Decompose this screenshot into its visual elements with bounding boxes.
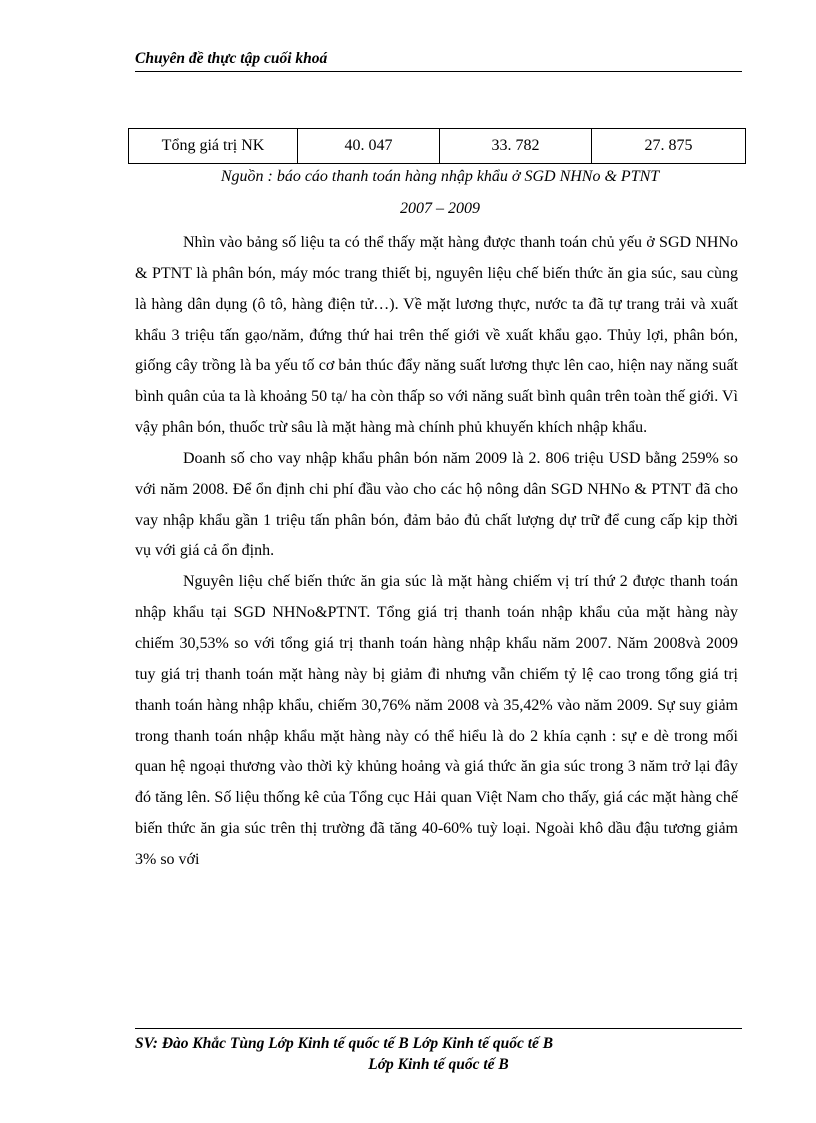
import-value-table [128, 128, 746, 164]
paragraph: Nhìn vào bảng số liệu ta có thể thấy mặt hàng được thanh toán chủ yếu ở SGD NHNo & PTNT là phân bón, máy móc trang thiết bị, nguyên liệu chế biến thức ăn gia súc, sau cùng là hàng dân dụng (ô tô, hàng điện tử…). Về mặt lương thực, nước ta đã tự trang trải và xuất khẩu 3 triệu tấn gạo/năm, đứng thứ hai trên thế giới về xuất khẩu gạo. Thủy lợi, phân bón, giống cây trồng là ba yếu tố cơ bản thúc đẩy năng suất lương thực lên cao, hiện nay năng suất bình quân của ta là khoảng 50 tạ/ ha còn thấp so với năng suất bình quân trên toàn thế giới. Vì vậy phân bón, thuốc trừ sâu là mặt hàng mà chính phủ khuyến khích nhập khẩu. [135, 234, 738, 437]
table-source-line: Nguồn : báo cáo thanh toán hàng nhập khẩu ở SGD NHNo & PTNT [220, 168, 660, 185]
footer-divider [135, 1028, 742, 1029]
table-cell-value: 27. 875 [592, 129, 746, 164]
document-body [135, 228, 738, 876]
footer-student-line: SV: Đào Khắc Tùng Lớp Kinh tế quốc tế B Lớp Kinh tế quốc tế B [135, 1035, 554, 1052]
table-cell-value: 33. 782 [440, 129, 592, 164]
paragraph: Doanh số cho vay nhập khẩu phân bón năm 2009 là 2. 806 triệu USD bằng 259% so với năm 2008. Để ổn định chi phí đầu vào cho các hộ nông dân SGD NHNo & PTNT đã cho vay nhập khẩu gần 1 triệu tấn phân bón, đảm bảo đủ chất lượng dự trữ để cung cấp kịp thời vụ với giá cả ổn định. [135, 449, 738, 560]
table-cell-value: 40. 047 [298, 129, 440, 164]
paragraph: Nguyên liệu chế biến thức ăn gia súc là mặt hàng chiếm vị trí thứ 2 được thanh toán nhập khẩu tại SGD NHNo&PTNT. Tổng giá trị thanh toán nhập khẩu của mặt hàng này chiếm 30,53% so với tổng giá trị thanh toán hàng nhập khẩu năm 2007. Năm 2008và 2009 tuy giá trị thanh toán mặt hàng này bị giảm đi nhưng vẫn chiếm tỷ lệ cao trong tổng giá trị thanh toán hàng nhập khẩu, chiếm 30,76% năm 2008 và 35,42% vào năm 2009. Sự suy giảm trong thanh toán nhập khẩu mặt hàng này có thể hiểu là do 2 khía cạnh : sự e dè trong mối quan hệ ngoại thương vào thời kỳ khủng hoảng và giá thức ăn gia súc trong 3 năm trở lại đây đó tăng lên. Số liệu thống kê của Tổng cục Hải quan Việt Nam cho thấy, giá các mặt hàng chế biến thức ăn gia súc trên thị trường đã tăng 40-60% tuỳ loại. Ngoài khô dầu đậu tương giảm 3% so với [135, 573, 738, 868]
page-header-title: Chuyên đề thực tập cuối khoá [135, 50, 328, 67]
header-divider [135, 71, 742, 72]
table-source-years: 2007 – 2009 [400, 200, 480, 217]
footer-class-line: Lớp Kinh tế quốc tế B [368, 1056, 509, 1073]
table-cell-label: Tổng giá trị NK [129, 129, 298, 164]
table-row [129, 129, 746, 164]
